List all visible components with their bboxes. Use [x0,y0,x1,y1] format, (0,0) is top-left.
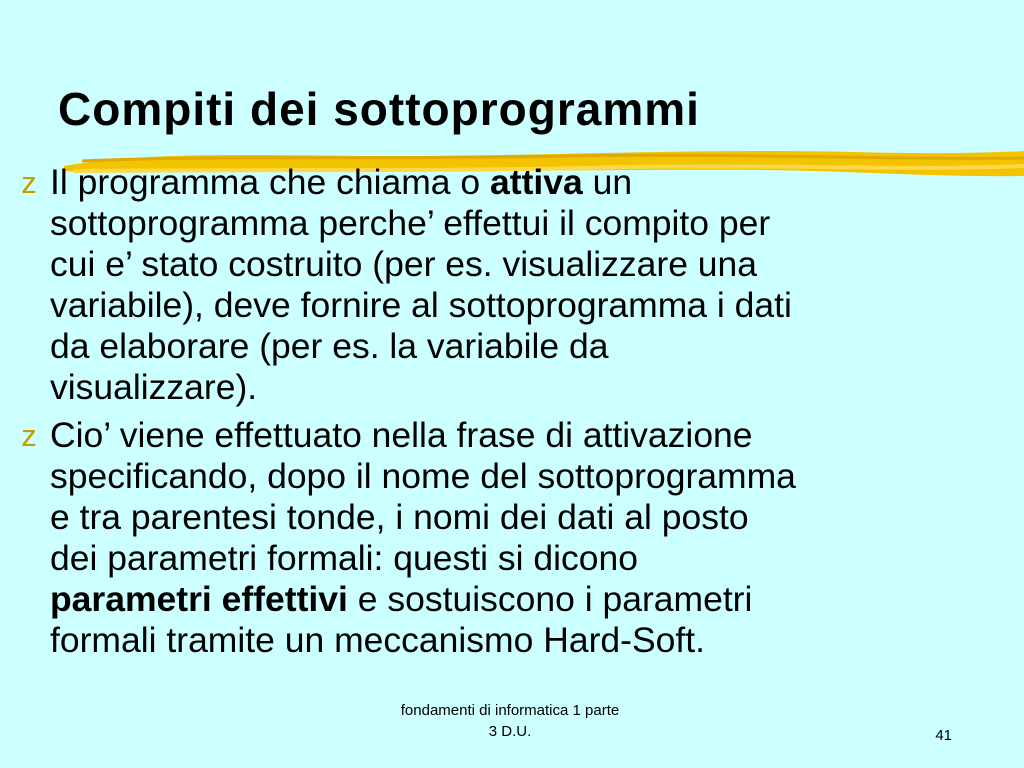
bold-term: parametri effettivi [50,579,348,619]
bullet-line: visualizzare). [50,367,258,407]
bullet-line: specificando, dopo il nome del sottoprogramma [50,456,796,496]
z-bullet-icon: z [21,165,37,200]
z-bullet-icon: z [21,418,37,453]
bullet-line: e tra parentesi tonde, i nomi dei dati al posto [50,497,749,537]
bullet-line: variabile), deve fornire al sottoprogramma i dati [50,285,792,325]
bullet-item [10,415,1015,661]
bullet-line [50,579,1015,620]
bullet-line [50,162,1015,203]
footer-text [340,700,680,742]
bullet-text: Il programma che chiama o [50,162,490,202]
bullet-line: cui e’ stato costruito (per es. visualizzare una [50,244,758,284]
bullet-line: da elaborare (per es. la variabile da [50,326,609,366]
slide-number: 41 [935,727,952,744]
bullet-item [10,162,1015,408]
bullet-line: dei parametri formali: questi si dicono [50,538,638,578]
bullet-text: un [582,162,633,202]
bullet-line: formali tramite un meccanismo Hard-Soft. [50,620,705,660]
bullet-line: sottoprogramma perche’ effettui il compito per [50,203,771,243]
footer-line-1: fondamenti di informatica 1 parte [400,702,620,719]
bold-term: attiva [490,162,583,202]
bullet-list [10,162,1015,668]
footer-line-2: 3 D.U. [488,723,532,740]
bullet-text: e sostuiscono i parametri [347,579,753,619]
bullet-line: Cio’ viene effettuato nella frase di attivazione [50,415,753,455]
slide-title: Compiti dei sottoprogrammi [58,83,700,135]
